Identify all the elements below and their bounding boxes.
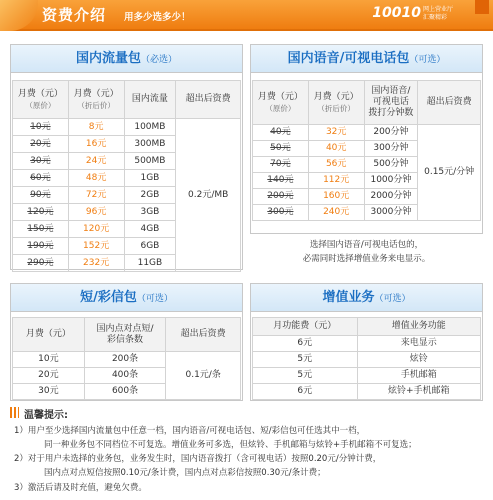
- sms-count-cell: 200条: [84, 352, 166, 368]
- monthly-fee-cell: 5元: [253, 352, 358, 368]
- col-header-disc-price: 月费（元） （折后价）: [308, 81, 364, 125]
- overage-cell: 0.2元/MB: [176, 119, 241, 272]
- orig-price-cell: 140元: [253, 173, 309, 189]
- data-amount-cell: 2GB: [124, 187, 176, 204]
- col-header-orig-price: 月费（元） （原价）: [253, 81, 309, 125]
- overage-cell: 0.1元/条: [166, 352, 241, 400]
- disc-price-cell: 120元: [68, 221, 124, 238]
- orig-price-cell: 190元: [13, 238, 69, 255]
- data-amount-cell: 300MB: [124, 136, 176, 153]
- disc-price-cell: 96元: [68, 204, 124, 221]
- sms-count-cell: 600条: [84, 384, 166, 400]
- minutes-cell: 1000分钟: [364, 173, 418, 189]
- orig-price-cell: 20元: [13, 136, 69, 153]
- table-row: [13, 119, 241, 136]
- disc-price-cell: 160元: [308, 189, 364, 205]
- disc-price-cell: 240元: [308, 205, 364, 221]
- sms-package-table: [12, 317, 241, 400]
- disc-price-cell: 32元: [308, 125, 364, 141]
- data-amount-cell: 4GB: [124, 221, 176, 238]
- monthly-fee-cell: 20元: [13, 368, 85, 384]
- orig-price-cell: 40元: [253, 125, 309, 141]
- orig-price-cell: 30元: [13, 153, 69, 170]
- voice-package-title: 国内语音/可视电话包（可选）: [251, 45, 482, 73]
- data-amount-cell: 3GB: [124, 204, 176, 221]
- disc-price-cell: 8元: [68, 119, 124, 136]
- col-header-data: 国内流量: [124, 81, 176, 119]
- header-banner: [0, 0, 493, 31]
- disc-price-cell: 24元: [68, 153, 124, 170]
- overage-cell: 0.15元/分钟: [418, 125, 481, 221]
- disc-price-cell: 72元: [68, 187, 124, 204]
- col-header-overage: 超出后资费: [418, 81, 481, 125]
- logo-number: 10010: [372, 5, 421, 21]
- tips-stripe-icon: [10, 407, 19, 418]
- table-row: [253, 352, 481, 368]
- col-header-overage: 超出后资费: [176, 81, 241, 119]
- col-header-monthly-fee: 月功能费（元）: [253, 318, 358, 336]
- data-package-panel: [10, 44, 243, 270]
- minutes-cell: 2000分钟: [364, 189, 418, 205]
- table-row: [13, 352, 241, 368]
- minutes-cell: 500分钟: [364, 157, 418, 173]
- orig-price-cell: 60元: [13, 170, 69, 187]
- col-header-function: 增值业务功能: [357, 318, 480, 336]
- data-package-table: [12, 80, 241, 272]
- orig-price-cell: 300元: [253, 205, 309, 221]
- monthly-fee-cell: 10元: [13, 352, 85, 368]
- minutes-cell: 200分钟: [364, 125, 418, 141]
- data-amount-cell: 100MB: [124, 119, 176, 136]
- sms-count-cell: 400条: [84, 368, 166, 384]
- disc-price-cell: 232元: [68, 255, 124, 272]
- orig-price-cell: 70元: [253, 157, 309, 173]
- function-cell: 炫铃: [357, 352, 480, 368]
- tip-line-1: 1）用户至少选择国内流量包中任意一档，国内语音/可视电话包、短/彩信包可任选其中一档，: [14, 426, 366, 436]
- data-amount-cell: 500MB: [124, 153, 176, 170]
- data-amount-cell: 6GB: [124, 238, 176, 255]
- table-row: [253, 368, 481, 384]
- corner-square-decoration: [475, 0, 489, 14]
- vas-panel: [250, 283, 483, 401]
- col-header-disc-price: 月费（元） （折后价）: [68, 81, 124, 119]
- minutes-cell: 300分钟: [364, 141, 418, 157]
- table-row: [253, 125, 481, 141]
- tips-title: 温馨提示:: [24, 410, 68, 421]
- monthly-fee-cell: 30元: [13, 384, 85, 400]
- disc-price-cell: 152元: [68, 238, 124, 255]
- table-row: [253, 336, 481, 352]
- table-row: [253, 384, 481, 400]
- page-title: 资费介绍: [42, 6, 107, 24]
- orig-price-cell: 120元: [13, 204, 69, 221]
- orig-price-cell: 290元: [13, 255, 69, 272]
- col-header-sms-count: 国内点对点短/ 彩信条数: [84, 318, 166, 352]
- disc-price-cell: 56元: [308, 157, 364, 173]
- function-cell: 手机邮箱: [357, 368, 480, 384]
- tip-line-5: 3）激活后请及时充值，避免欠费。: [14, 483, 147, 493]
- page-subtitle: 用多少选多少！: [124, 12, 191, 23]
- sms-package-panel: [10, 283, 243, 401]
- vas-table: [252, 317, 481, 400]
- banner-swoosh-decoration: [0, 0, 38, 31]
- tip-line-3: 2）对于用户未选择的业务包，业务发生时，国内语音拨打（含可视电话）按照0.20元/分钟计费，: [14, 454, 382, 464]
- monthly-fee-cell: 5元: [253, 368, 358, 384]
- orig-price-cell: 200元: [253, 189, 309, 205]
- tip-line-2: 同一种业务包不同档位不可复选。增值业务可多选，但炫铃、手机邮箱与炫铃+手机邮箱不可复选；: [44, 440, 417, 450]
- logo-text: 网上营业厅 汇聚精彩: [423, 6, 454, 21]
- unicom-10010-logo: [359, 4, 459, 28]
- orig-price-cell: 90元: [13, 187, 69, 204]
- function-cell: 炫铃+手机邮箱: [357, 384, 480, 400]
- disc-price-cell: 40元: [308, 141, 364, 157]
- sms-package-title: 短/彩信包（可选）: [11, 284, 242, 312]
- disc-price-cell: 48元: [68, 170, 124, 187]
- orig-price-cell: 10元: [13, 119, 69, 136]
- minutes-cell: 3000分钟: [364, 205, 418, 221]
- tips-section: [10, 406, 485, 421]
- voice-package-table: [252, 80, 481, 221]
- disc-price-cell: 16元: [68, 136, 124, 153]
- disc-price-cell: 112元: [308, 173, 364, 189]
- col-header-orig-price: 月费（元） （原价）: [13, 81, 69, 119]
- data-package-title: 国内流量包（必选）: [11, 45, 242, 73]
- col-header-monthly-fee: 月费（元）: [13, 318, 85, 352]
- orig-price-cell: 50元: [253, 141, 309, 157]
- data-amount-cell: 1GB: [124, 170, 176, 187]
- function-cell: 来电显示: [357, 336, 480, 352]
- data-amount-cell: 11GB: [124, 255, 176, 272]
- col-header-overage: 超出后资费: [166, 318, 241, 352]
- col-header-minutes: 国内语音/ 可视电话 拨打分钟数: [364, 81, 418, 125]
- orig-price-cell: 150元: [13, 221, 69, 238]
- tip-line-4: 国内点对点短信按照0.10元/条计费，国内点对点彩信按照0.30元/条计费；: [44, 468, 326, 478]
- voice-package-note: 选择国内语音/可视电话包的， 必需同时选择增值业务来电显示。: [302, 240, 431, 264]
- voice-package-panel: [250, 44, 483, 234]
- monthly-fee-cell: 6元: [253, 336, 358, 352]
- vas-title: 增值业务（可选）: [251, 284, 482, 312]
- monthly-fee-cell: 6元: [253, 384, 358, 400]
